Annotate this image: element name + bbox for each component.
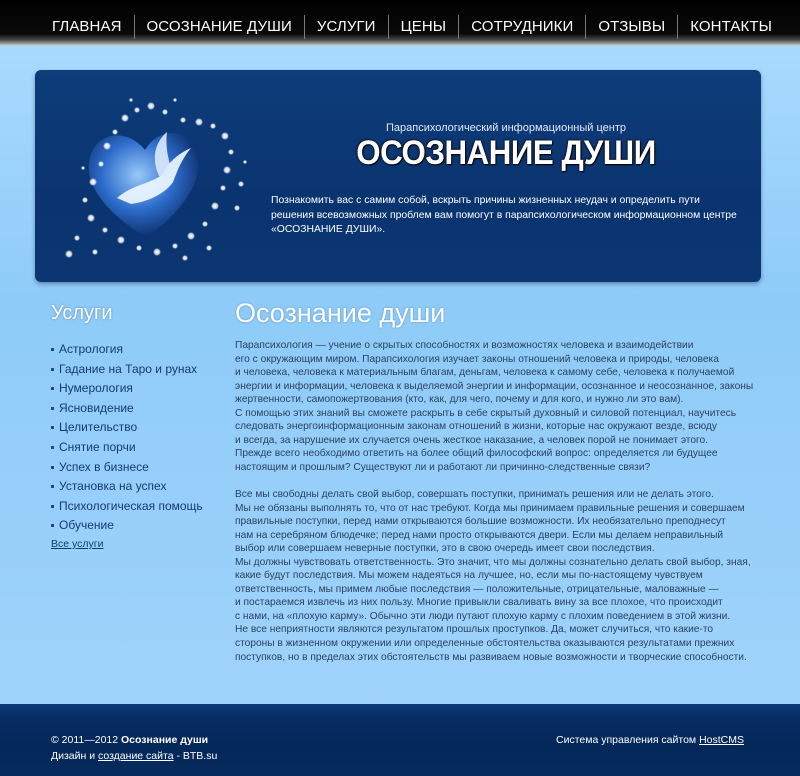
footer-cms-credit [556,734,744,746]
paragraph-line: следовать энергоинформационным законам отношений в жизни, которые нас окружают везде, всюду [235,421,717,433]
sidebar-item-psychological-help[interactable]: Психологическая помощь [51,497,203,517]
page-title: Осознание души [235,298,446,328]
paragraph-line: Парапсихология — учение о скрытых способностях и возможностях человека и взаимодействии [235,340,694,351]
footer-design-credit [51,750,217,762]
paragraph-line: Мы должны чувствовать ответственность. Это значит, что мы должны сознательно делать свой выбор, зная, [235,556,751,568]
paragraph-line: правильные поступки, перед нами открываются большие возможности. Их необязательно преподнесут [235,516,726,528]
site-creation-link[interactable]: создание сайта [98,750,174,762]
banner-title: ОСОЗНАНИЕ ДУШИ [356,134,656,172]
nav-item-soul-awareness[interactable]: ОСОЗНАНИЕ ДУШИ [135,15,305,39]
sidebar-item-numerology[interactable]: Нумерология [51,379,203,399]
design-prefix: Дизайн и [51,750,98,762]
sidebar-title: Услуги [51,302,113,324]
paragraph-line: какие будут последствия. Мы можем надеяться на лучшее, но, если мы по-настоящему чувствуем [235,570,703,582]
hostcms-link[interactable]: HostCMS [699,734,744,746]
paragraph-line: с нами, на «плохую карму». Обычно эти люди путают плохую карму с плохим поведением в этой жизни. [235,610,731,622]
copyright-years: © 2011—2012 [51,734,122,746]
paragraph-line: ответственность, мы примем любые последствия — положительные, отрицательные, маловажные — [235,583,719,595]
nav-list [40,15,784,39]
paragraph-line: его с окружающим миром. Парапсихология изучает законы отношений человека и природы, человека [235,353,719,365]
paragraph-line: С помощью этих знаний вы сможете раскрыть в себе скрытый духовный и силовой потенциал, научитесь [235,407,737,419]
paragraph-line: поступков, но в пределах этих обстоятельств мы развиваем новые возможности и творческие способности. [235,651,747,663]
paragraph-line: стороны в жизненном окружении или определенные обстоятельства оказываются результатами прежних [235,637,735,649]
sidebar-item-business-success[interactable]: Успех в бизнесе [51,458,203,478]
sidebar-item-training[interactable]: Обучение [51,516,203,536]
paragraph-line: и всегда, за нарушение их случается очень жесткое наказание, а человек порой не понимает этого. [235,434,708,446]
nav-item-services[interactable]: УСЛУГИ [305,15,389,39]
paragraph-line: нам на серебряном блюдечке; перед нами просто открываются двери. Если мы делаем неправильный [235,529,724,541]
banner-description: Познакомить вас с самим собой, вскрыть причины жизненных неудач и определить пути решения всевозможных проблем вам помогут в парапсихологическом информационном центре «ОСОЗНАНИЕ ДУШИ». [271,195,737,235]
banner-subtitle: Парапсихологический информационный центр [386,122,626,134]
paragraph-line: энергии и информации, человека к выделяемой энергии и информации, осознанное и неосознанное, законы [235,380,754,392]
article-text [235,339,765,664]
heart-dove-icon [55,88,255,268]
sidebar-item-healing[interactable]: Целительство [51,418,203,438]
paragraph-line: Все мы свободны делать свой выбор, совершать поступки, принимать решения или не делать этого. [235,488,714,500]
nav-item-staff[interactable]: СОТРУДНИКИ [459,15,586,39]
sidebar-item-astrology[interactable]: Астрология [51,340,203,360]
paragraph-line: и постараемся извлечь из них пользу. Многие привыкли сваливать вину за все плохое, что происходит [235,597,723,609]
sidebar-item-clairvoyance[interactable]: Ясновидение [51,399,203,419]
footer [0,704,800,776]
paragraph-line: Мы не обязаны выполнять то, что от нас требуют. Когда мы принимаем правильные решения и совершаем [235,502,745,514]
footer-copyright [51,734,208,746]
sidebar-item-tarot[interactable]: Гадание на Таро и рунах [51,360,203,380]
design-suffix: - BTB.su [173,750,218,762]
all-services-link[interactable]: Все услуги [51,538,104,550]
paragraph-line: Прежде всего необходимо ответить на более общий философский вопрос: определяется ли будущее [235,448,718,460]
paragraph-line: настоящим и прошлым? Существуют ли и работают ли причинно-следственные связи? [235,461,651,473]
header-banner [35,70,761,282]
nav-item-prices[interactable]: ЦЕНЫ [389,15,460,39]
nav-item-home[interactable]: ГЛАВНАЯ [40,15,135,39]
nav-item-reviews[interactable]: ОТЗЫВЫ [586,15,678,39]
paragraph-line: и человека, человека к материальным благам, деньгам, человека к самому себе, человека к получаемой [235,367,735,379]
sidebar-item-curse-removal[interactable]: Снятие порчи [51,438,203,458]
nav-item-contacts[interactable]: КОНТАКТЫ [690,18,772,35]
paragraph-line: жертвенности, самопожертвования (кто, как, для чего, почему и для кого, и нужно ли это вам). [235,394,684,406]
sidebar-item-success-setup[interactable]: Установка на успех [51,477,203,497]
top-navigation [0,0,800,46]
sidebar-menu [51,340,203,536]
paragraph-line: Не все неприятности являются результатом прошлых проступков. Да, может случиться, что какие-то [235,624,714,636]
copyright-site-name: Осознание души [121,734,209,746]
paragraph-line: выбор или совершаем неверные поступки, это в свою очередь имеет свои последствия. [235,543,655,555]
paragraph-gap [235,474,765,488]
cms-prefix: Система управления сайтом [556,734,700,746]
